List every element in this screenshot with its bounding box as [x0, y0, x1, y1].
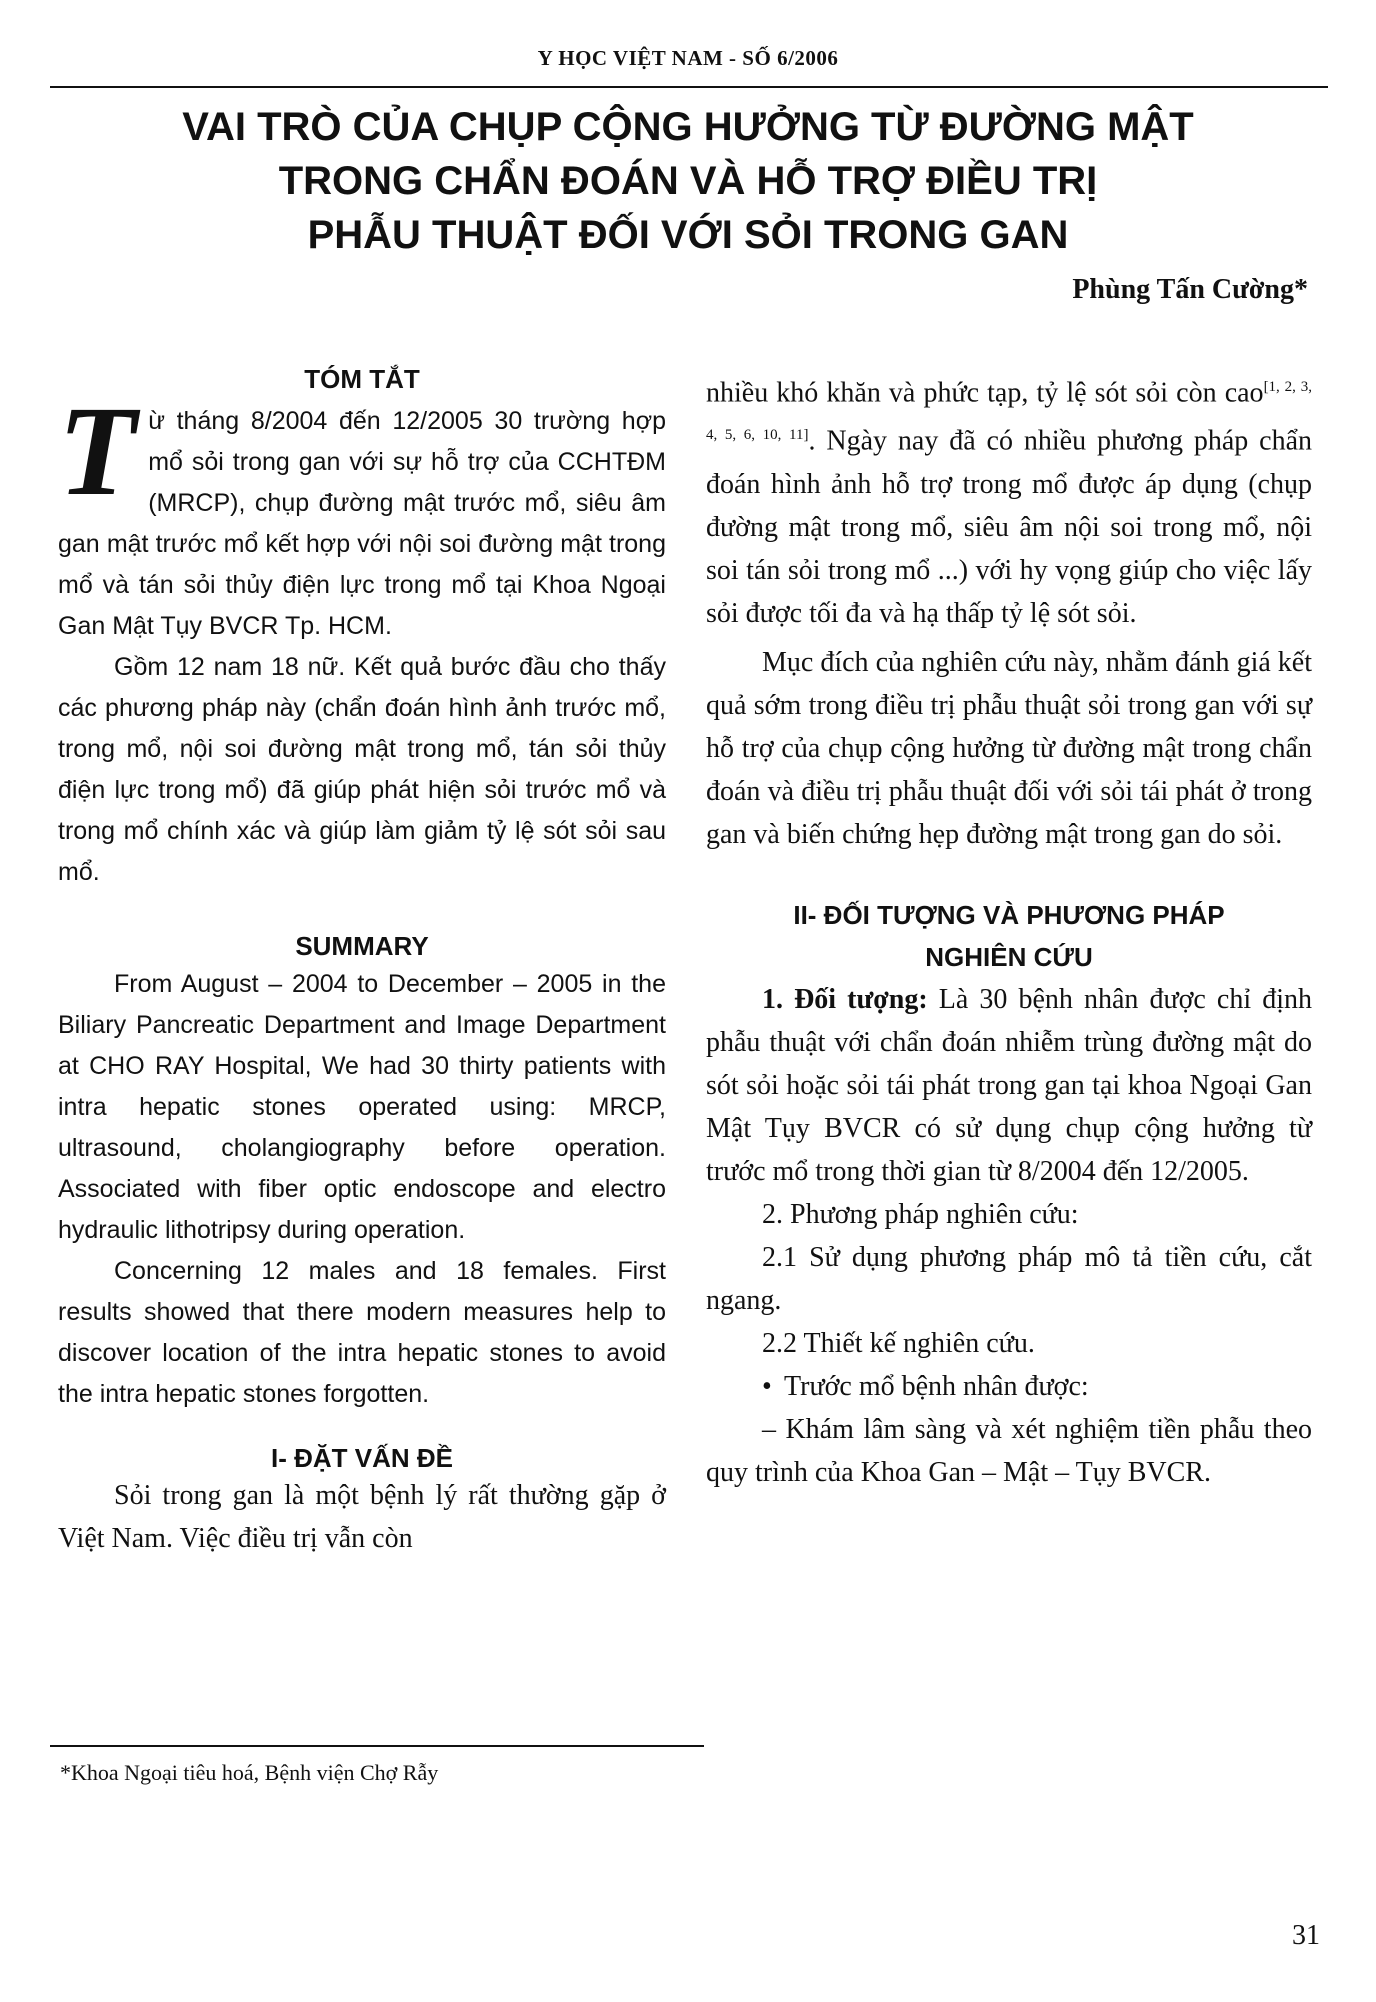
summary-vi-p1: ừ tháng 8/2004 đến 12/2005 30 trường hợp mổ sỏi trong gan với sự hỗ trợ của CCHTĐM (MRCP), chụp đường mật trước mổ, siêu âm gan mật trước mổ kết hợp với nội soi đường mật trong mổ và tán sỏi thủy điện lực trong mổ tại Khoa Ngoại Gan Mật Tụy BVCR Tp. HCM. [58, 407, 666, 640]
section2-heading [706, 894, 1312, 978]
intro-continued [706, 366, 1312, 856]
right-column [706, 366, 1312, 1494]
bullet-icon: • [762, 1370, 772, 1402]
title-line: PHẪU THUẬT ĐỐI VỚI SỎI TRONG GAN [307, 213, 1069, 257]
section1-heading: I- ĐẶT VẤN ĐỀ [271, 1443, 453, 1473]
title-line: TRONG CHẨN ĐOÁN VÀ HỖ TRỢ ĐIỀU TRỊ [278, 159, 1098, 203]
summary-en-body [58, 964, 666, 1415]
section1-p1: Sỏi trong gan là một bệnh lý rất thường gặp ở Việt Nam. Việc điều trị vẫn còn [58, 1480, 666, 1554]
journal-header: Y HỌC VIỆT NAM - SỐ 6/2006 [537, 46, 839, 70]
reference-list: [1, 2, 3, 4, 5, 6, 10, 11] [706, 379, 1313, 444]
summary-en-heading: SUMMARY [295, 931, 429, 961]
section2-heading-line1: II- ĐỐI TƯỢNG VÀ PHƯƠNG PHÁP [793, 899, 1225, 930]
footnote: *Khoa Ngoại tiêu hoá, Bệnh viện Chợ Rẫy [60, 1760, 439, 1785]
col2-p1: nhiều khó khăn và phức tạp, tỷ lệ sót sỏi còn cao[1, 2, 3, 4, 5, 6, 10, 11]. Ngày nay đã có nhiều phương pháp chẩn đoán hình ảnh hỗ trợ trong mổ được áp dụng (chụp đường mật trong mổ, siêu âm nội soi trong mổ, nội soi tán sỏi trong mổ ...) với hy vọng giúp cho việc lấy sỏi được tối đa và hạ thấp tỷ lệ sót sỏi. [706, 377, 1313, 629]
section1-body [58, 1474, 666, 1560]
method-2-1: 2.1 Sử dụng phương pháp mô tả tiền cứu, cắt ngang. [706, 1241, 1312, 1316]
summary-en-p2: Concerning 12 males and 18 females. First results showed that there modern measures help to discover location of the intra hepatic stones to avoid the intra hepatic stones forgotten. [58, 1257, 666, 1408]
method-heading: 2. Phương pháp nghiên cứu: [762, 1198, 1079, 1230]
page-number: 31 [1292, 1920, 1320, 1951]
summary-en-p1: From August – 2004 to December – 2005 in the Biliary Pancreatic Department and Image Department at CHO RAY Hospital, We had 30 thirty patients with intra hepatic stones operated using: MRCP, ultrasound, cholangiography before operation. Associated with fiber optic endoscope and electro hydraulic lithotripsy during operation. [58, 970, 666, 1244]
author: Phùng Tấn Cường* [1072, 274, 1308, 305]
left-column [58, 364, 666, 1560]
col2-p2: Mục đích của nghiên cứu này, nhằm đánh giá kết quả sớm trong điều trị phẫu thuật sỏi trong gan với sự hỗ trợ của chụp cộng hưởng từ đường mật trong chẩn đoán và điều trị phẫu thuật đối với sỏi tái phát ở trong gan và biến chứng hẹp đường mật trong gan do sỏi. [706, 646, 1312, 850]
subjects-text: Là 30 bệnh nhân được chỉ định phẫu thuật với chẩn đoán nhiễm trùng đường mật do sót sỏi hoặc sỏi tái phát trong gan tại khoa Ngoại Gan Mật Tụy BVCR có sử dụng chụp cộng hưởng từ trước mổ trong thời gian từ 8/2004 đến 12/2005. [706, 983, 1312, 1187]
section2-heading-line2: NGHIÊN CỨU [925, 941, 1093, 972]
header-rule [50, 86, 1328, 88]
subjects-label: 1. Đối tượng: [762, 983, 928, 1015]
method-2-2: 2.2 Thiết kế nghiên cứu. [762, 1327, 1035, 1359]
section2-body [706, 978, 1312, 1494]
article-title [80, 100, 1296, 262]
dash-item: – Khám lâm sàng và xét nghiệm tiền phẫu theo quy trình của Khoa Gan – Mật – Tụy BVCR. [706, 1413, 1312, 1488]
dropcap: T [58, 380, 137, 522]
summary-vi-p2: Gồm 12 nam 18 nữ. Kết quả bước đầu cho thấy các phương pháp này (chẩn đoán hình ảnh trước mổ, trong mổ, nội soi đường mật trong mổ, tán sỏi thủy điện lực trong mổ) đã giúp phát hiện sỏi trước mổ và trong mổ chính xác và giúp làm giảm tỷ lệ sót sỏi sau mổ. [58, 653, 666, 886]
summary-vi-body [58, 380, 666, 893]
summary-vi-heading: TÓM TẮT [304, 364, 420, 394]
footnote-rule [50, 1745, 704, 1747]
title-line: VAI TRÒ CỦA CHỤP CỘNG HƯỞNG TỪ ĐƯỜNG MẬT [182, 105, 1194, 149]
bullet-item: • Trước mổ bệnh nhân được: [706, 1365, 1312, 1408]
